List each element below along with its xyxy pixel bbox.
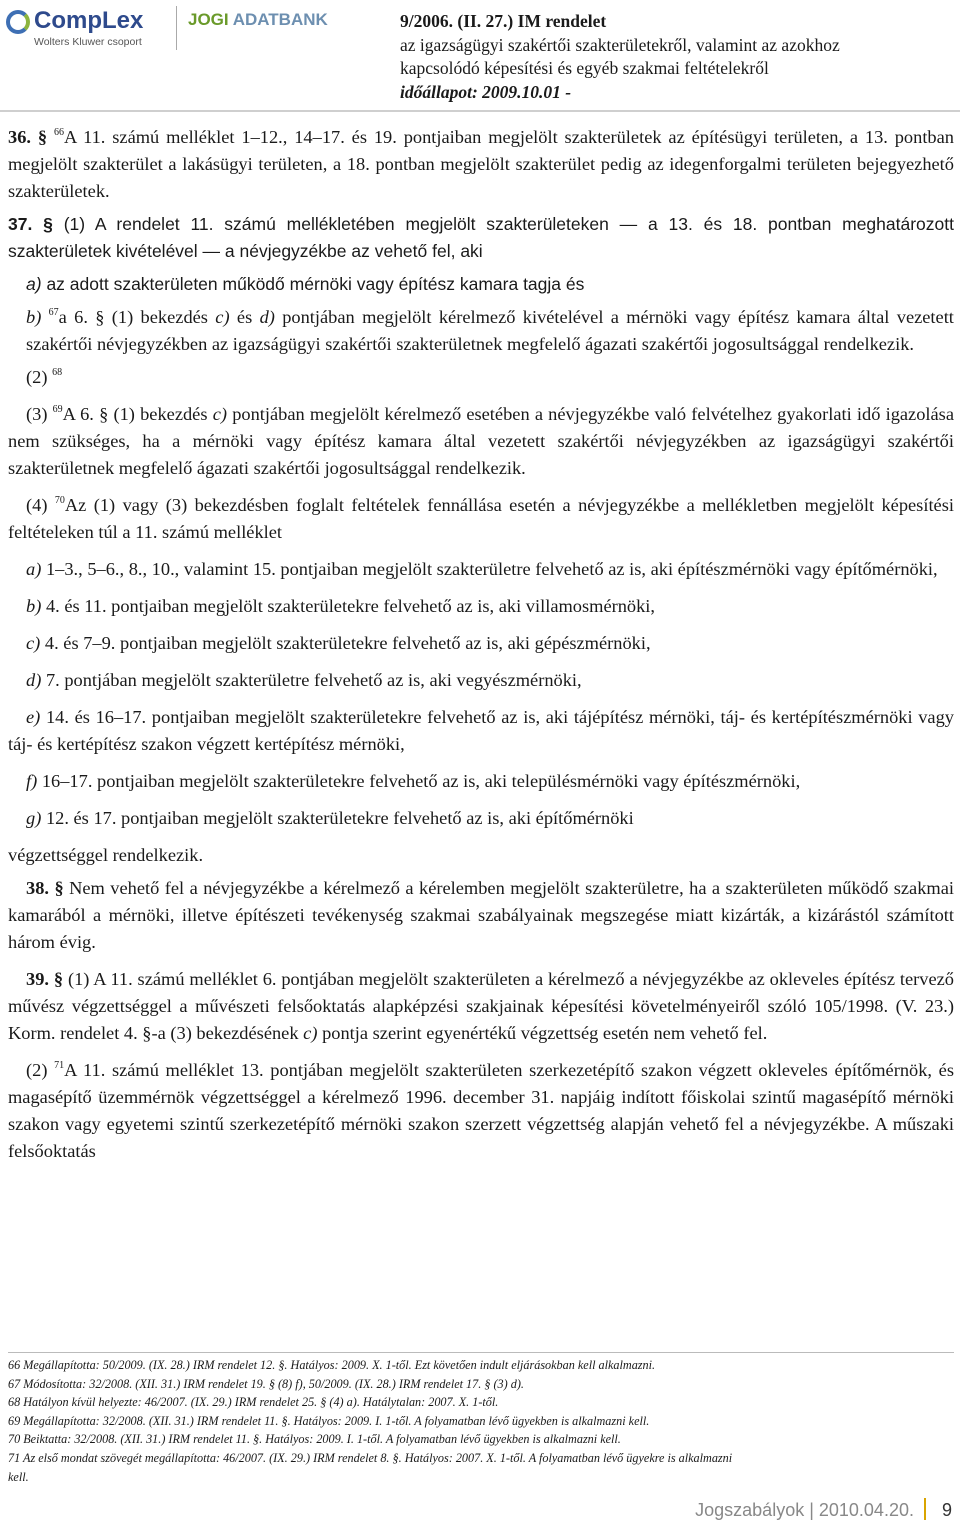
section-37-paragraph-4 [8,492,954,546]
section-36-sign: § [37,127,48,147]
footnote-rule [8,1352,954,1353]
document-date: időállapot: 2009.10.01 - [400,81,572,102]
footnotes [8,1356,954,1486]
document-subtitle-line-1: az igazságügyi szakértői szakterületekről, valamint az azokhoz [400,34,840,55]
point-b-text-pre: a 6. § (1) bekezdés [58,307,208,327]
section-37 [8,211,954,265]
list-item [8,667,954,694]
complex-logo-name: CompLex [34,7,144,34]
list-item-label: f) [26,771,38,791]
page-header [0,0,960,108]
section-37-closing: végzettséggel rendelkezik. [8,845,204,865]
list-item [8,805,954,832]
document-header-info [400,10,950,104]
point-b-and: és [236,307,253,327]
header-divider [176,6,177,50]
section-37-sign: § [43,214,53,234]
list-item-label: g) [26,808,42,828]
list-item-text: 4. és 7–9. pontjaiban megjelölt szakterületekre felvehető az is, aki gépészmérnöki, [44,633,651,653]
list-item [8,556,954,583]
complex-logo-icon [6,10,30,34]
footer-divider [924,1498,926,1520]
page-number: 9 [941,1500,952,1520]
point-b-label: b) [26,307,42,327]
section-36 [8,124,954,205]
jogi-logo-text: JOGI [188,10,229,29]
list-item [8,593,954,620]
page-footer [695,1498,952,1521]
footnote-68: 68 Hatályon kívül helyezte: 46/2007. (IX. 29.) IRM rendelet 25. § (4) a). Hatálytalan: 2007. X. 1-től. [8,1395,499,1410]
footnote-ref-68[interactable]: 68 [52,367,63,378]
section-37-text: (1) A rendelet 11. számú mellékletében megjelölt szakterületeken — a 13. és 18. pontban meghatározott szakterületek kivételével — a névjegyzékbe az vehető fel, aki [8,214,954,261]
point-a-label: a) [26,274,42,294]
list-item-text: 12. és 17. pontjaiban megjelölt szakterületekre felvehető az is, aki építőmérnöki [45,808,634,828]
list-item-text: 4. és 11. pontjaiban megjelölt szakterületekre felvehető az is, aki villamosmérnöki, [45,596,656,616]
section-39 [8,966,954,1047]
paragraph-4-label: (4) [26,495,48,515]
section-37-number: 37. [8,214,33,234]
footnote-69: 69 Megállapította: 32/2008. (XII. 31.) IRM rendelet 11. §. Hatályos: 2009. I. 1-től. A folyamatban lévő ügyekben is alkalmazni kell. [8,1413,650,1428]
footnote-ref-71[interactable]: 71 [54,1060,65,1071]
adatbank-logo-text: ADATBANK [232,10,328,29]
section-37-paragraph-3 [8,401,954,482]
paragraph-4-text: Az (1) vagy (3) bekezdésben foglalt feltételek fennállása esetén a névjegyzékbe a mellékletben megjelölt képesítési feltételeken túl a 11. számú melléklet [8,495,954,542]
list-item-label: a) [26,559,42,579]
list-item [8,704,954,758]
section-37-point-a [8,271,954,298]
list-item [8,630,954,657]
section-39-number: 39. [26,969,49,989]
list-item-text: 16–17. pontjaiban megjelölt szakterületekre felvehető az is, aki településmérnöki vagy építészmérnöki, [41,771,801,791]
list-item [8,768,954,795]
footnote-71: 71 Az első mondat szövegét megállapította: 46/2007. (IX. 29.) IRM rendelet 8. §. Hatályos: 2007. X. 1-től. A folyamatban lévő ügyekre is alkalmazni [8,1450,733,1465]
document-subtitle-line-2: kapcsolódó képesítési és egyéb szakmai feltételekről [400,58,769,78]
footnote-67: 67 Módosította: 32/2008. (XII. 31.) IRM rendelet 19. § (8) f), 50/2009. (IX. 28.) IRM rendelet 17. § (3) d). [8,1376,524,1391]
footnote-70: 70 Beiktatta: 32/2008. (XII. 31.) IRM rendelet 11. §. Hatályos: 2009. I. 1-től. A folyamatban lévő ügyekben is alkalmazni kell. [8,1432,621,1447]
section-39-paragraph-2-text: A 11. számú melléklet 13. pontjában megjelölt szakterületen szerkezetépítő szakon végzett okleveles építőmérnök, és magasépítő üzemmérnök végzettséggel a kérelmező 1996. december 31. napjáig indított főiskolai szintű magasépítő mérnöki szakon vagy egyetemi szintű szerkezetépítő mérnöki szakon szerzett végzettség alapján vehető fel a névjegyzékbe. A műszaki felsőoktatás [8,1060,954,1161]
paragraph-2-label: (2) [26,367,48,387]
jogi-adatbank-logo [188,10,328,30]
section-39-sign: § [53,969,64,989]
complex-logo [6,6,166,50]
list-item-label: b) [26,596,42,616]
footnote-66: 66 Megállapította: 50/2009. (IX. 28.) IRM rendelet 12. §. Hatályos: 2009. X. 1-től. Ezt követően indult eljárásokban kell alkalmazni. [8,1358,656,1372]
point-b-text-post: pontjában megjelölt kérelmező kivételével a mérnöki vagy építész kamara által vezetett szakértői névjegyzékben az igazságügyi szakértői szakterületnek megfelelő ágazati szakértői jogosultsággal rendelkezik. [26,307,954,354]
section-39-c: c) [303,1023,318,1043]
section-39-text-post: pontja szerint egyenértékű végzettség esetén nem vehető fel. [322,1023,768,1043]
footnote-ref-69[interactable]: 69 [52,404,63,415]
paragraph-3-label: (3) [26,404,48,424]
section-39-paragraph-2-label: (2) [26,1060,48,1080]
list-item-label: d) [26,670,42,690]
header-rule [0,110,960,112]
list-item-text: 7. pontjában megjelölt szakterületre felvehető az is, aki vegyészmérnöki, [45,670,582,690]
list-item-text: 14. és 16–17. pontjaiban megjelölt szakterületekre felvehető az is, aki tájépítész mérnöki, táj- és kertépítészmérnöki vagy táj- és kertépítész szakon végzett kertépítész mérnöki, [8,707,954,754]
section-36-text: A 11. számú melléklet 1–12., 14–17. és 19. pontjaiban megjelölt szakterületek az építésügyi területen, a 13. pontban megjelölt szakterület a lakásügyi területen, a 18. pontban megjelölt szakterület pedig az idegenforgalmi területen bejegyezhető szakterületek. [8,127,954,201]
footnote-ref-66[interactable]: 66 [53,127,64,138]
section-37-paragraph-2 [8,364,954,391]
list-item-label: c) [26,633,41,653]
point-b-c: c) [215,307,230,327]
footnote-71-continued: kell. [8,1469,29,1484]
section-37-point-b [8,304,954,358]
section-38-text: Nem vehető fel a névjegyzékbe a kérelmező a kérelemben megjelölt szakterületre, ha a szakterületen működő szakmai kamarából a mérnöki, illetve építészeti tevékenység szakmai szabályainak megszegése miatt kizárták, a kizárástól számított három évig. [8,878,954,952]
footer-source: Jogszabályok | 2010.04.20. [695,1500,914,1520]
section-39-paragraph-2 [8,1057,954,1165]
list-item-label: e) [26,707,41,727]
document-title: 9/2006. (II. 27.) IM rendelet [400,11,607,31]
footnote-ref-70[interactable]: 70 [54,495,65,506]
footnote-ref-67[interactable]: 67 [48,307,59,318]
point-a-text: az adott szakterületen működő mérnöki vagy építész kamara tagja és [46,274,585,294]
document-body [8,124,954,1171]
list-item-text: 1–3., 5–6., 8., 10., valamint 15. pontjaiban megjelölt szakterületre felvehető az is, aki építészmérnöki vagy építőmérnöki, [45,559,938,579]
section-38 [8,875,954,956]
section-39-text-pre: (1) A 11. számú melléklet 6. pontjában megjelölt szakterületen a kérelmező a névjegyzékbe az okleveles építész tervező művész végzettséggel a művészeti felsőoktatás alapképzési szakjainak képesítési követelményeiről szóló 105/1998. (V. 23.) Korm. rendelet 4. §-a (3) bekezdésének [8,969,954,1043]
point-b-d: d) [259,307,275,327]
section-38-number: 38. [26,878,49,898]
section-36-number: 36. [8,127,31,147]
complex-logo-subtitle: Wolters Kluwer csoport [34,36,142,48]
paragraph-3-c: c) [212,404,227,424]
paragraph-3-text-pre: A 6. § (1) bekezdés [62,404,208,424]
section-38-sign: § [54,878,64,898]
paragraph-3-text-post: pontjában megjelölt kérelmező esetében a névjegyzékbe való felvételhez gyakorlati idő igazolása nem szükséges, ha a mérnöki vagy építész kamara által vezetett szakértői névjegyzékben az igazságügyi szakértői szakterületnek megfelelő ágazati szakértői jogosultsággal rendelkezik. [8,404,955,478]
